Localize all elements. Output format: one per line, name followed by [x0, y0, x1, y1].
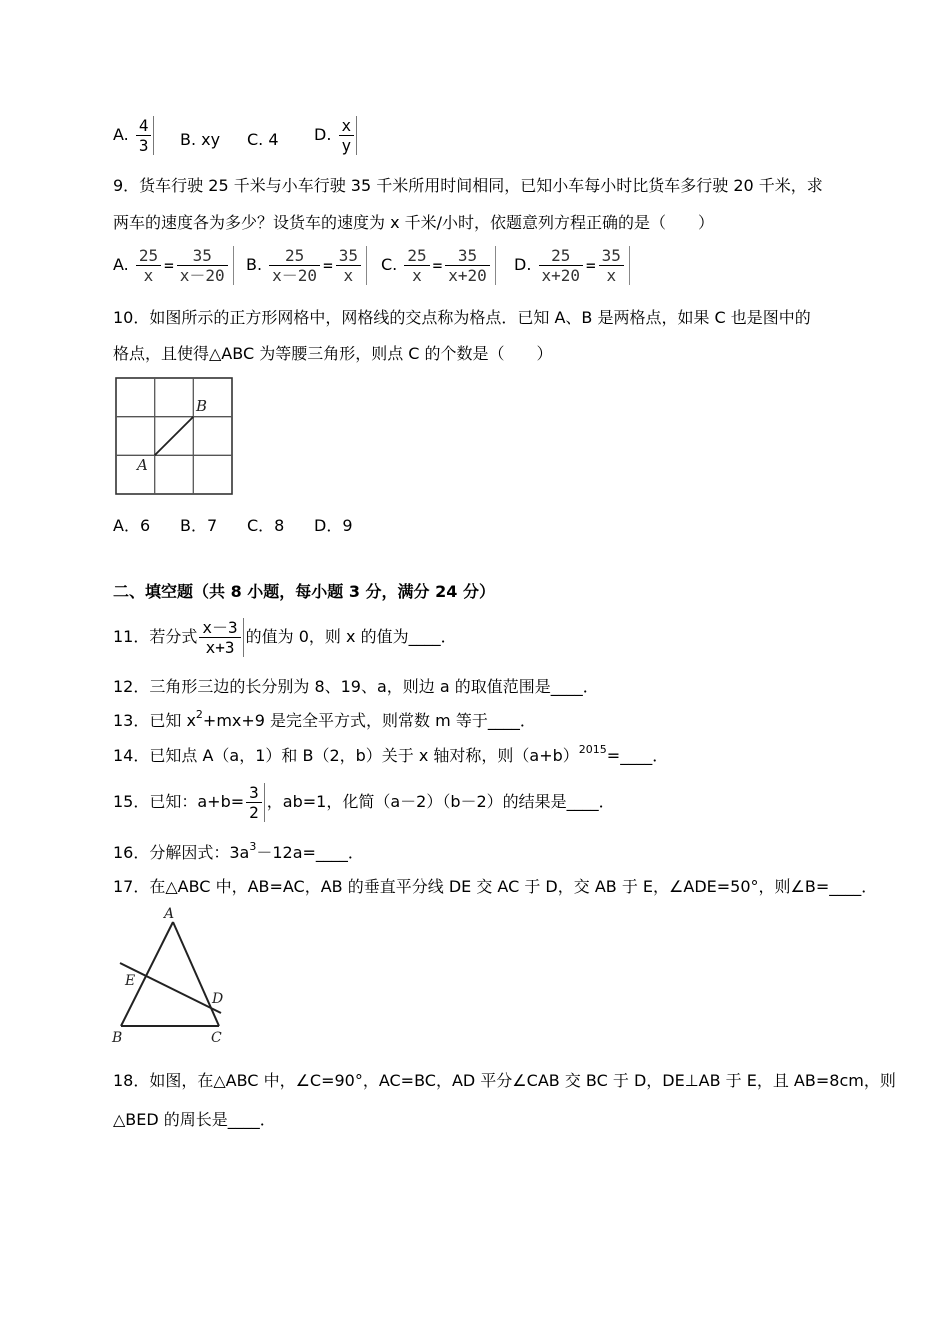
q18-line1: 18．如图，在△ABC 中，∠C=90°，AC=BC，AD 平分∠CAB 交 BC 于 D，DE⊥AB 于 E，且 AB=8cm，则 — [113, 1071, 896, 1090]
q17: 17．在△ABC 中，AB=AC，AB 的垂直平分线 DE 交 AC 于 D，交 AB 于 E，∠ADE=50°，则∠B=____． — [113, 877, 878, 896]
q14: 14．已知点 A（a，1）和 B（2，b）关于 x 轴对称，则$(a+b)^{2015}=\_\_\_\_$． — [113, 743, 669, 765]
side-ac — [173, 922, 219, 1026]
label-d: D — [212, 991, 224, 1007]
q8-d-fraction: $\frac{x}{y}$ — [339, 116, 358, 155]
q11: 11．若分式 $\frac{x-3}{x+3}$ 的值为 0，则 x 的值为____． — [113, 618, 457, 657]
q10-option-c: C．8 — [247, 516, 285, 535]
q13: 13．已知 $x^2+mx+9$ 是完全平方式，则常数 m 等于____． — [113, 708, 536, 730]
q11-fraction: $\frac{x-3}{x+3}$ — [199, 618, 243, 657]
q9-option-a: A. $\frac{25}{x}$ = $\frac{35}{x-20}$ — [113, 246, 234, 285]
q10-line2: 格点，且使得△ABC 为等腰三角形，则点 C 的个数是（ ） — [113, 344, 553, 363]
q15: 15．已知：a+b= $\frac{3}{2}$ ，ab=1，化简（a－2）（b－2）的结果是____． — [113, 783, 615, 822]
q17-triangle-figure — [108, 904, 232, 1046]
label-a: A — [164, 906, 175, 922]
point-a-label: A — [137, 456, 148, 474]
q10-line1: 10．如图所示的正方形网格中，网格线的交点称为格点．已知 A、B 是两格点，如果 C 也是图中的 — [113, 308, 811, 327]
q8-option-d: D. $\frac{x}{y}$ — [314, 116, 359, 155]
q8-option-b: B. xy — [180, 130, 221, 149]
q9-option-c: C. $\frac{25}{x}$ = $\frac{35}{x+20}$ — [381, 246, 496, 285]
q9-line2: 两车的速度各为多少？设货车的速度为 x 千米/小时，依题意列方程正确的是（ ） — [113, 213, 715, 232]
q12: 12．三角形三边的长分别为 8、19、a，则边 a 的取值范围是____． — [113, 677, 599, 696]
q8-option-c: C. 4 — [247, 130, 279, 149]
section-heading: 二、填空题（共 8 小题，每小题 3 分，满分 24 分） — [113, 582, 495, 601]
point-b-label: B — [196, 397, 208, 415]
q16: 16．分解因式：$3a^3-12a=\_\_\_\_$． — [113, 840, 364, 862]
q9-option-b: B. $\frac{25}{x-20}$ = $\frac{35}{x}$ — [246, 246, 367, 285]
label-c: C — [211, 1030, 222, 1046]
label-b: B — [112, 1030, 123, 1046]
q9-line1: 9．货车行驶 25 千米与小车行驶 35 千米所用时间相同，已知小车每小时比货车多行驶 20 千米，求 — [113, 176, 823, 195]
q10-option-d: D．9 — [314, 516, 353, 535]
segment-ab — [155, 417, 194, 456]
q10-option-a: A．6 — [113, 516, 151, 535]
q9-option-d: D. $\frac{25}{x+20}$ = $\frac{35}{x}$ — [514, 246, 630, 285]
q10-option-b: B．7 — [180, 516, 218, 535]
q10-grid-figure — [112, 376, 236, 498]
q18-line2: △BED 的周长是____． — [113, 1110, 276, 1129]
q15-fraction: $\frac{3}{2}$ — [246, 783, 265, 822]
q8-a-fraction: $\frac{4}{3}$ — [136, 116, 155, 155]
q8-option-a: A. $\frac{4}{3}$ — [113, 116, 156, 155]
label-e: E — [125, 973, 136, 989]
